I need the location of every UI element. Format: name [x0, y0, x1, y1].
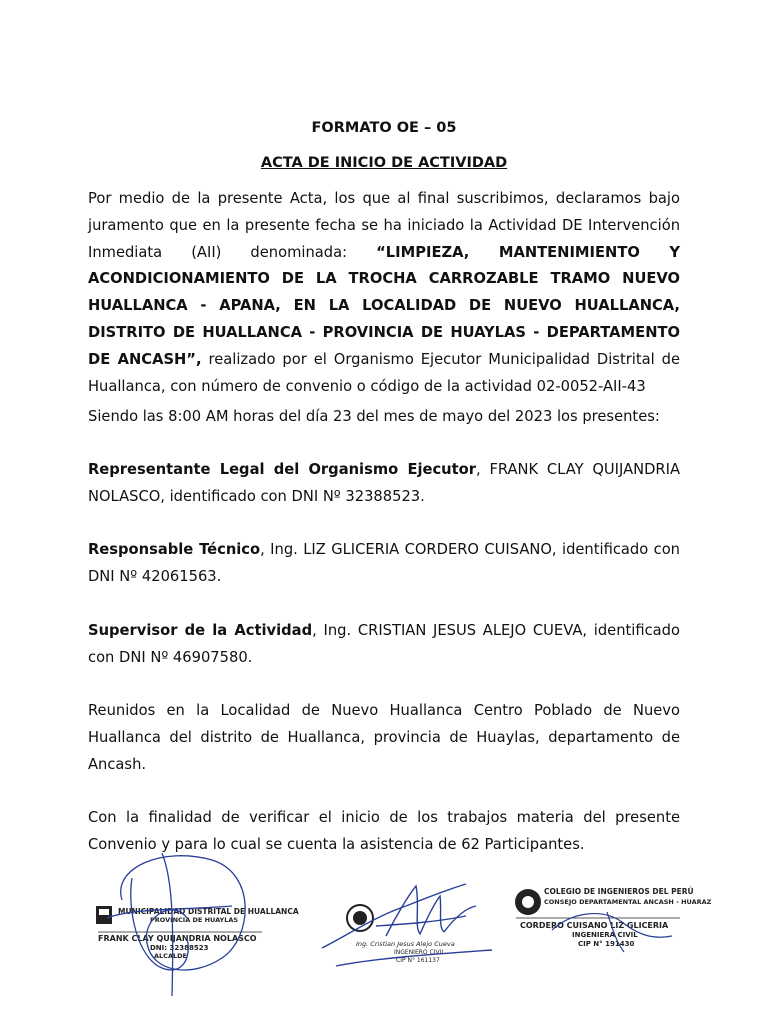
intro-paragraph	[88, 186, 680, 400]
mayor-handwritten-signature-icon	[107, 853, 245, 996]
stamp3-line5: CIP N° 191430	[578, 940, 635, 948]
stamp1-line5: ALCALDE	[154, 952, 187, 960]
stamp2-line3: CIP N° 161137	[396, 957, 440, 964]
form-code-heading: FORMATO OE – 05	[311, 120, 457, 136]
date-paragraph: Siendo las 8:00 AM horas del día 23 del mes de mayo del 2023 los presentes:	[88, 408, 660, 425]
intro-text: Por medio de la presente Acta, los que al final suscribimos, declaramos bajo juramento que en la presente fecha se ha iniciado la Actividad DE Intervención Inmediata (AII) denominada:	[88, 190, 680, 261]
supervisor-text: , Ing. CRISTIAN JESUS ALEJO CUEVA, identificado con DNI Nº 46907580.	[88, 622, 680, 666]
document-title: ACTA DE INICIO DE ACTIVIDAD	[260, 155, 508, 171]
technical-lead-signature-stamp	[512, 882, 712, 960]
technical-lead-role: Responsable Técnico	[88, 541, 261, 558]
cip-seal-icon	[515, 889, 541, 915]
stamp2-line1: Ing. Cristian Jesus Alejo Cueva	[356, 940, 455, 948]
technical-lead-paragraph	[88, 537, 680, 591]
mayor-signature-stamp	[92, 848, 299, 998]
technical-lead-text: , Ing. LIZ GLICERIA CORDERO CUISANO, identificado con DNI Nº 42061563.	[88, 541, 680, 585]
stamp3-line4: INGENIERA CIVIL	[572, 931, 638, 939]
legal-representative-role: Representante Legal del Organismo Ejecutor	[88, 461, 476, 478]
municipality-logo-icon	[96, 906, 112, 924]
purpose-paragraph: Con la finalidad de verificar el inicio de los trabajos materia del presente Convenio y para lo cual se cuenta la asistencia de 62 Participantes.	[88, 809, 680, 853]
stamp3-line3: CORDERO CUISANO LIZ GLICERIA	[520, 921, 669, 930]
supervisor-paragraph	[88, 618, 680, 672]
stamp3-line2: CONSEJO DEPARTAMENTAL ANCASH - HUARAZ	[544, 898, 712, 906]
legal-representative-text: , FRANK CLAY QUIJANDRIA NOLASCO, identificado con DNI Nº 32388523.	[88, 461, 680, 505]
stamp1-line3: FRANK CLAY QUIJANDRIA NOLASCO	[98, 934, 257, 943]
location-paragraph: Reunidos en la Localidad de Nuevo Huallanca Centro Poblado de Nuevo Huallanca del distrito de Huallanca, provincia de Huaylas, departamento de Ancash.	[88, 702, 680, 773]
stamp2-line2: INGENIERO CIVIL	[394, 949, 445, 956]
stamp1-line1: MUNICIPALIDAD DISTRITAL DE HUALLANCA	[118, 907, 299, 916]
stamp3-line1: COLEGIO DE INGENIEROS DEL PERÚ	[544, 887, 694, 896]
activity-name: “LIMPIEZA, MANTENIMIENTO Y ACONDICIONAMIENTO DE LA TROCHA CARROZABLE TRAMO NUEVO HUALLANCA - APANA, EN LA LOCALIDAD DE NUEVO HUALLANCA, DISTRITO DE HUALLANCA - PROVINCIA DE HUAYLAS - DEPARTAMENTO DE ANCASH”,	[88, 243, 680, 368]
stamp1-line4: DNI: 32388523	[150, 944, 209, 952]
intro-rest-text: realizado por el Organismo Ejecutor Municipalidad Distrital de Huallanca, con número de convenio o código de la actividad 02-0052-AII-43	[88, 350, 680, 395]
supervisor-signature-stamp	[316, 876, 502, 976]
stamp1-line2: PROVINCIA DE HUAYLAS	[150, 916, 239, 924]
supervisor-role: Supervisor de la Actividad	[88, 622, 313, 639]
legal-representative-paragraph	[88, 457, 680, 511]
